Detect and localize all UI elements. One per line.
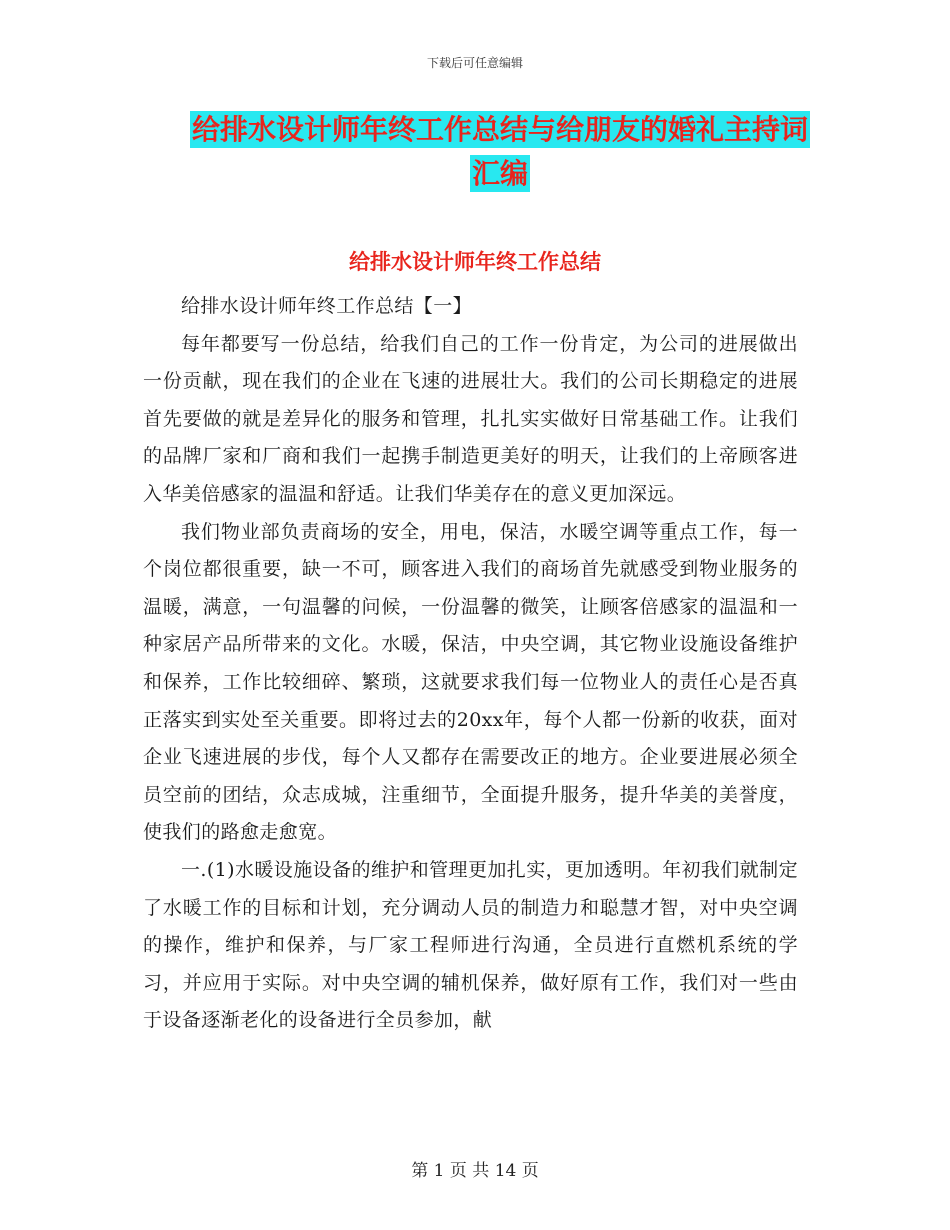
paragraph: 每年都要写一份总结，给我们自己的工作一份肯定，为公司的进展做出一份贡献，现在我们的企业在飞速的进展壮大。我们的公司长期稳定的进展首先要做的就是差异化的服务和管理，扎扎实实做好日常基础工作。让我们的品牌厂家和厂商和我们一起携手制造更美好的明天，让我们的上帝顾客进入华美倍感家的温温和舒适。让我们华美存在的意义更加深远。 [143, 332, 798, 505]
document-body [143, 288, 798, 1040]
subheading: 给排水设计师年终工作总结【一】 [181, 295, 473, 317]
page-footer: 第 1 页 共 14 页 [411, 1161, 539, 1181]
paragraph: 我们物业部负责商场的安全，用电，保洁，水暖空调等重点工作，每一个岗位都很重要，缺一不可，顾客进入我们的商场首先就感受到物业服务的温暖，满意，一句温馨的问候，一份温馨的微笑，让顾客倍感家的温温和一种家居产品所带来的文化。水暖，保洁，中央空调，其它物业设施设备维护和保养，工作比较细碎、繁琐，这就要求我们每一位物业人的责任心是否真正落实到实处至关重要。即将过去的20xx年，每个人都一份新的收获，面对企业飞速进展的步伐，每个人又都存在需要改正的地方。企业要进展必须全员空前的团结，众志成城，注重细节，全面提升服务，提升华美的美誉度，使我们的路愈走愈宽。 [143, 520, 798, 844]
paragraph: 一.(1)水暖设施设备的维护和管理更加扎实，更加透明。年初我们就制定了水暖工作的目标和计划，充分调动人员的制造力和聪慧才智，对中央空调的操作，维护和保养，与厂家工程师进行沟通，全员进行直燃机系统的学习，并应用于实际。对中央空调的辅机保养，做好原有工作，我们对一些由于设备逐渐老化的设备进行全员参加，献 [143, 858, 798, 1032]
document-title [190, 108, 810, 196]
section-title: 给排水设计师年终工作总结 [349, 250, 601, 274]
document-title-text: 给排水设计师年终工作总结与给朋友的婚礼主持词汇编 [192, 113, 809, 190]
header-note: 下载后可任意编辑 [426, 56, 523, 70]
